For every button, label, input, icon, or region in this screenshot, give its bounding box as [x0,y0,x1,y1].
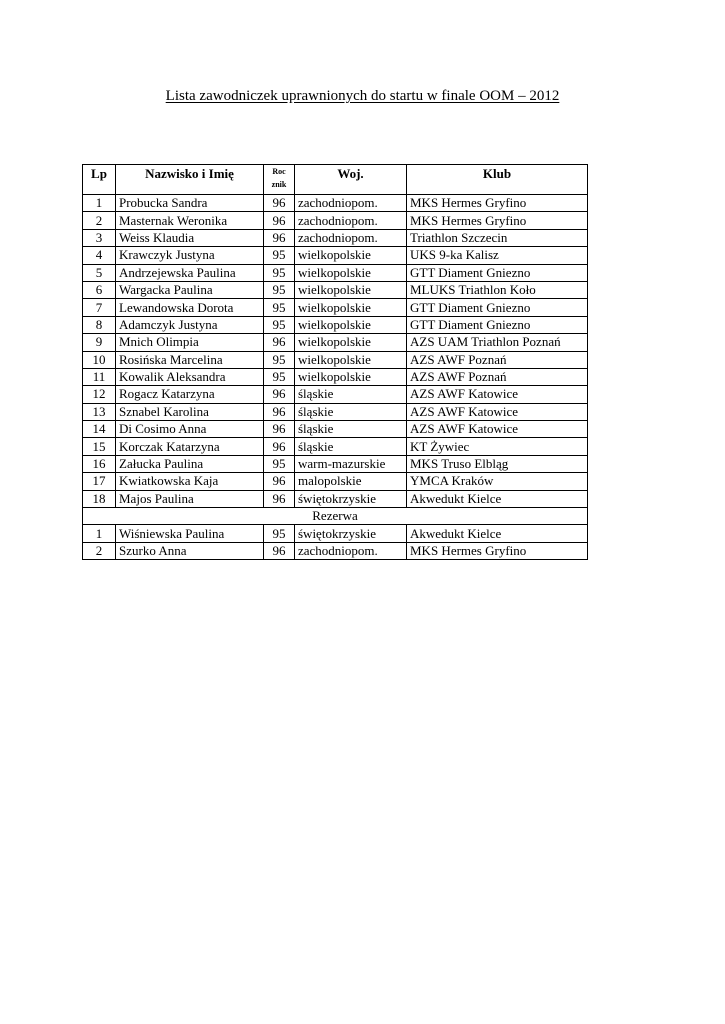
cell-lp: 9 [83,334,116,351]
cell-lp: 13 [83,403,116,420]
table-row [83,473,588,490]
cell-year: 96 [264,195,295,212]
cell-year: 95 [264,316,295,333]
cell-club: GTT Diament Gniezno [407,264,588,281]
cell-woj: malopolskie [295,473,407,490]
cell-lp: 14 [83,421,116,438]
cell-name: Masternak Weronika [116,212,264,229]
cell-name: Wargacka Paulina [116,281,264,298]
cell-name: Lewandowska Dorota [116,299,264,316]
page-title: Lista zawodniczek uprawnionych do startu w finale OOM – 2012 [165,88,560,104]
table-row [83,334,588,351]
cell-name: Majos Paulina [116,490,264,507]
table-row [83,281,588,298]
cell-club: AZS AWF Poznań [407,368,588,385]
table-row [83,264,588,281]
cell-year: 96 [264,473,295,490]
table-body [83,195,588,560]
cell-lp: 10 [83,351,116,368]
cell-name: Kowalik Aleksandra [116,368,264,385]
athletes-table [82,164,588,560]
cell-club: AZS AWF Katowice [407,386,588,403]
cell-woj: wielkopolskie [295,316,407,333]
cell-name: Mnich Olimpia [116,334,264,351]
cell-lp: 6 [83,281,116,298]
cell-name: Andrzejewska Paulina [116,264,264,281]
cell-woj: śląskie [295,386,407,403]
cell-woj: zachodniopom. [295,229,407,246]
cell-club: AZS AWF Katowice [407,421,588,438]
cell-woj: zachodniopom. [295,212,407,229]
cell-lp: 11 [83,368,116,385]
table-row [83,490,588,507]
table-row [83,351,588,368]
cell-woj: wielkopolskie [295,368,407,385]
table-row [83,195,588,212]
cell-woj: warm-mazurskie [295,455,407,472]
cell-name: Probucka Sandra [116,195,264,212]
cell-name: Wiśniewska Paulina [116,525,264,542]
header-lp: Lp [83,165,116,195]
cell-lp: 2 [83,542,116,559]
cell-club: AZS AWF Poznań [407,351,588,368]
cell-woj: wielkopolskie [295,351,407,368]
cell-woj: wielkopolskie [295,247,407,264]
cell-lp: 16 [83,455,116,472]
cell-club: AZS AWF Katowice [407,403,588,420]
cell-name: Korczak Katarzyna [116,438,264,455]
table-row [83,212,588,229]
table-row [83,247,588,264]
cell-club: KT Żywiec [407,438,588,455]
cell-woj: śląskie [295,403,407,420]
header-name: Nazwisko i Imię [116,165,264,195]
header-woj: Woj. [295,165,407,195]
cell-woj: wielkopolskie [295,281,407,298]
header-year-line2: znik [271,180,287,189]
cell-lp: 18 [83,490,116,507]
cell-year: 95 [264,351,295,368]
cell-woj: śląskie [295,438,407,455]
cell-year: 96 [264,421,295,438]
table-row [83,455,588,472]
header-row [83,165,588,195]
cell-lp: 7 [83,299,116,316]
cell-lp: 5 [83,264,116,281]
table-row [83,438,588,455]
cell-lp: 2 [83,212,116,229]
cell-club: GTT Diament Gniezno [407,316,588,333]
cell-name: Rogacz Katarzyna [116,386,264,403]
cell-lp: 4 [83,247,116,264]
cell-year: 95 [264,264,295,281]
cell-name: Di Cosimo Anna [116,421,264,438]
cell-club: Akwedukt Kielce [407,525,588,542]
cell-year: 96 [264,229,295,246]
cell-lp: 17 [83,473,116,490]
cell-club: MKS Hermes Gryfino [407,212,588,229]
cell-name: Sznabel Karolina [116,403,264,420]
header-club: Klub [407,165,588,195]
cell-club: AZS UAM Triathlon Poznań [407,334,588,351]
reserve-row [83,542,588,559]
header-year-line1: Roc [272,167,286,176]
cell-woj: wielkopolskie [295,264,407,281]
reserve-header-row [83,508,588,525]
cell-club: GTT Diament Gniezno [407,299,588,316]
cell-club: Triathlon Szczecin [407,229,588,246]
cell-lp: 12 [83,386,116,403]
cell-lp: 3 [83,229,116,246]
table-row [83,299,588,316]
cell-lp: 15 [83,438,116,455]
cell-name: Rosińska Marcelina [116,351,264,368]
header-year [264,165,295,195]
cell-year: 95 [264,368,295,385]
cell-lp: 1 [83,195,116,212]
cell-club: Akwedukt Kielce [407,490,588,507]
cell-name: Adamczyk Justyna [116,316,264,333]
cell-woj: śląskie [295,421,407,438]
cell-club: MKS Hermes Gryfino [407,542,588,559]
cell-year: 96 [264,438,295,455]
cell-woj: zachodniopom. [295,195,407,212]
table-row [83,421,588,438]
cell-lp: 8 [83,316,116,333]
cell-club: MKS Hermes Gryfino [407,195,588,212]
cell-name: Kwiatkowska Kaja [116,473,264,490]
table-row [83,229,588,246]
cell-year: 96 [264,334,295,351]
cell-year: 96 [264,212,295,229]
table-row [83,403,588,420]
cell-club: UKS 9-ka Kalisz [407,247,588,264]
cell-club: MKS Truso Elbląg [407,455,588,472]
table-header [83,165,588,195]
cell-club: YMCA Kraków [407,473,588,490]
table-row [83,316,588,333]
reserve-label: Rezerwa [83,508,588,525]
cell-woj: wielkopolskie [295,299,407,316]
cell-name: Weiss Klaudia [116,229,264,246]
cell-year: 96 [264,542,295,559]
cell-year: 96 [264,403,295,420]
cell-year: 95 [264,299,295,316]
cell-year: 95 [264,455,295,472]
cell-year: 96 [264,490,295,507]
cell-year: 95 [264,525,295,542]
cell-woj: świętokrzyskie [295,525,407,542]
cell-woj: świętokrzyskie [295,490,407,507]
cell-name: Krawczyk Justyna [116,247,264,264]
cell-name: Załucka Paulina [116,455,264,472]
cell-woj: wielkopolskie [295,334,407,351]
reserve-row [83,525,588,542]
cell-year: 96 [264,386,295,403]
cell-lp: 1 [83,525,116,542]
cell-club: MLUKS Triathlon Koło [407,281,588,298]
cell-woj: zachodniopom. [295,542,407,559]
cell-year: 95 [264,281,295,298]
cell-year: 95 [264,247,295,264]
cell-name: Szurko Anna [116,542,264,559]
table-row [83,386,588,403]
table-row [83,368,588,385]
